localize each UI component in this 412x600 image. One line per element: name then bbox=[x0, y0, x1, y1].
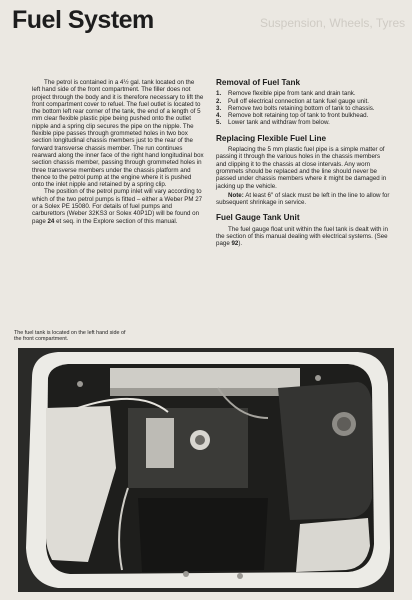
bolt bbox=[183, 571, 189, 577]
gauge-body-text: The fuel gauge float unit within the fuel tank is dealt with in the section of this manual dealing with electrical systems. (See page bbox=[216, 225, 388, 248]
step-text: Remove flexible pipe from tank and drain tank. bbox=[228, 90, 356, 98]
fuel-tank-photo bbox=[18, 348, 394, 592]
fuel-tank bbox=[278, 382, 372, 520]
page-reference-92: 92 bbox=[231, 240, 239, 248]
gauge-body bbox=[216, 226, 392, 248]
bolt bbox=[77, 381, 83, 387]
step-number: 4. bbox=[216, 112, 222, 120]
intro-column bbox=[32, 79, 204, 225]
replacing-note bbox=[216, 192, 392, 207]
page-reference-24: 24 bbox=[47, 217, 55, 225]
removal-heading: Removal of Fuel Tank bbox=[216, 78, 301, 87]
removal-step bbox=[216, 112, 392, 119]
intro-paragraph-2-tail: et seq. in the Explore section of this manual. bbox=[54, 217, 178, 225]
removal-steps bbox=[216, 90, 392, 126]
removal-step bbox=[216, 105, 392, 112]
replacing-heading: Replacing Flexible Fuel Line bbox=[216, 133, 327, 143]
show-through-text: Suspension, Wheels, Tyres bbox=[260, 16, 406, 30]
reservoir-cap bbox=[195, 435, 205, 445]
gauge-body-tail: ). bbox=[238, 240, 243, 248]
gauge-section bbox=[216, 214, 392, 247]
step-text: Remove two bolts retaining bottom of tank to chassis. bbox=[228, 104, 375, 112]
right-panel bbox=[296, 518, 370, 572]
intro-paragraph-2 bbox=[32, 188, 204, 224]
bolt bbox=[237, 573, 243, 579]
intro-paragraph-1 bbox=[32, 79, 204, 188]
step-text: Pull off electrical connection at tank fuel gauge unit. bbox=[228, 97, 369, 105]
page-title: Fuel System bbox=[12, 6, 154, 34]
removal-step bbox=[216, 119, 392, 126]
floor-panel bbox=[138, 498, 268, 572]
step-text: Remove bolt retaining top of tank to front bulkhead. bbox=[228, 112, 369, 120]
cross-member-shadow bbox=[110, 388, 300, 396]
note-label: Note: bbox=[228, 191, 244, 199]
replacing-body: Replacing the 5 mm plastic fuel pipe is a simple matter of passing it through the various holes in the chassis members and clipping it to the chassis at close intervals. Any worn grommets should be replaced and the line should never be passed under chassis members where it might be damaged in jacking up the vehicle. bbox=[216, 146, 387, 190]
note-text: At least 6″ of slack must be left in the line to allow for subsequent shrinkage in service. bbox=[216, 191, 390, 207]
step-number: 3. bbox=[216, 104, 222, 112]
bolt bbox=[315, 375, 321, 381]
master-cylinder bbox=[146, 418, 174, 468]
intro-paragraph-2-text: The position of the petrol pump inlet will vary according to which of the two petrol pumps is fitted – either a Weber PM 27 or a Solex PE 15080. For details of fuel pumps and carburettors (Weber 32KS3 or Solex 40P1D) will be found on page bbox=[32, 188, 203, 225]
step-number: 5. bbox=[216, 119, 222, 127]
replacing-section bbox=[216, 135, 392, 207]
step-number: 2. bbox=[216, 97, 222, 105]
step-number: 1. bbox=[216, 90, 222, 98]
photo-caption: The fuel tank is located on the left hand side of the front compartment. bbox=[14, 330, 126, 343]
engine-bay-illustration bbox=[18, 348, 394, 592]
tank-filler-cap-center bbox=[337, 417, 351, 431]
removal-step bbox=[216, 90, 392, 97]
removal-step bbox=[216, 98, 392, 105]
gauge-heading: Fuel Gauge Tank Unit bbox=[216, 213, 300, 223]
removal-section bbox=[216, 79, 392, 127]
step-text: Lower tank and withdraw from below. bbox=[228, 119, 330, 127]
procedures-column bbox=[216, 79, 392, 256]
intro-paragraph-1-text: The petrol is contained in a 4½ gal. tank located on the left hand side of the front compartment. The filler does not project through the body and it is therefore necessary to lift the front compartment cover to refuel. The fuel outlet is located to the bottom left rear corner of the tank, the end of a length of 5 mm clear flexible plastic pipe being pushed onto the outlet nipple and a spring clip secures the pipe on the nipple. The flexible pipe passes through grommeted holes in two box section longitudinal chassis members just to the rear of the forward transverse chassis member. The run continues rearward along the inner face of the right hand longitudinal box section chassis member, passing through grommeted holes in three transverse members under the chassis platform and thence to the petrol pump at the engine where it is pushed onto the inlet nipple and retained by a spring clip. bbox=[32, 79, 204, 189]
